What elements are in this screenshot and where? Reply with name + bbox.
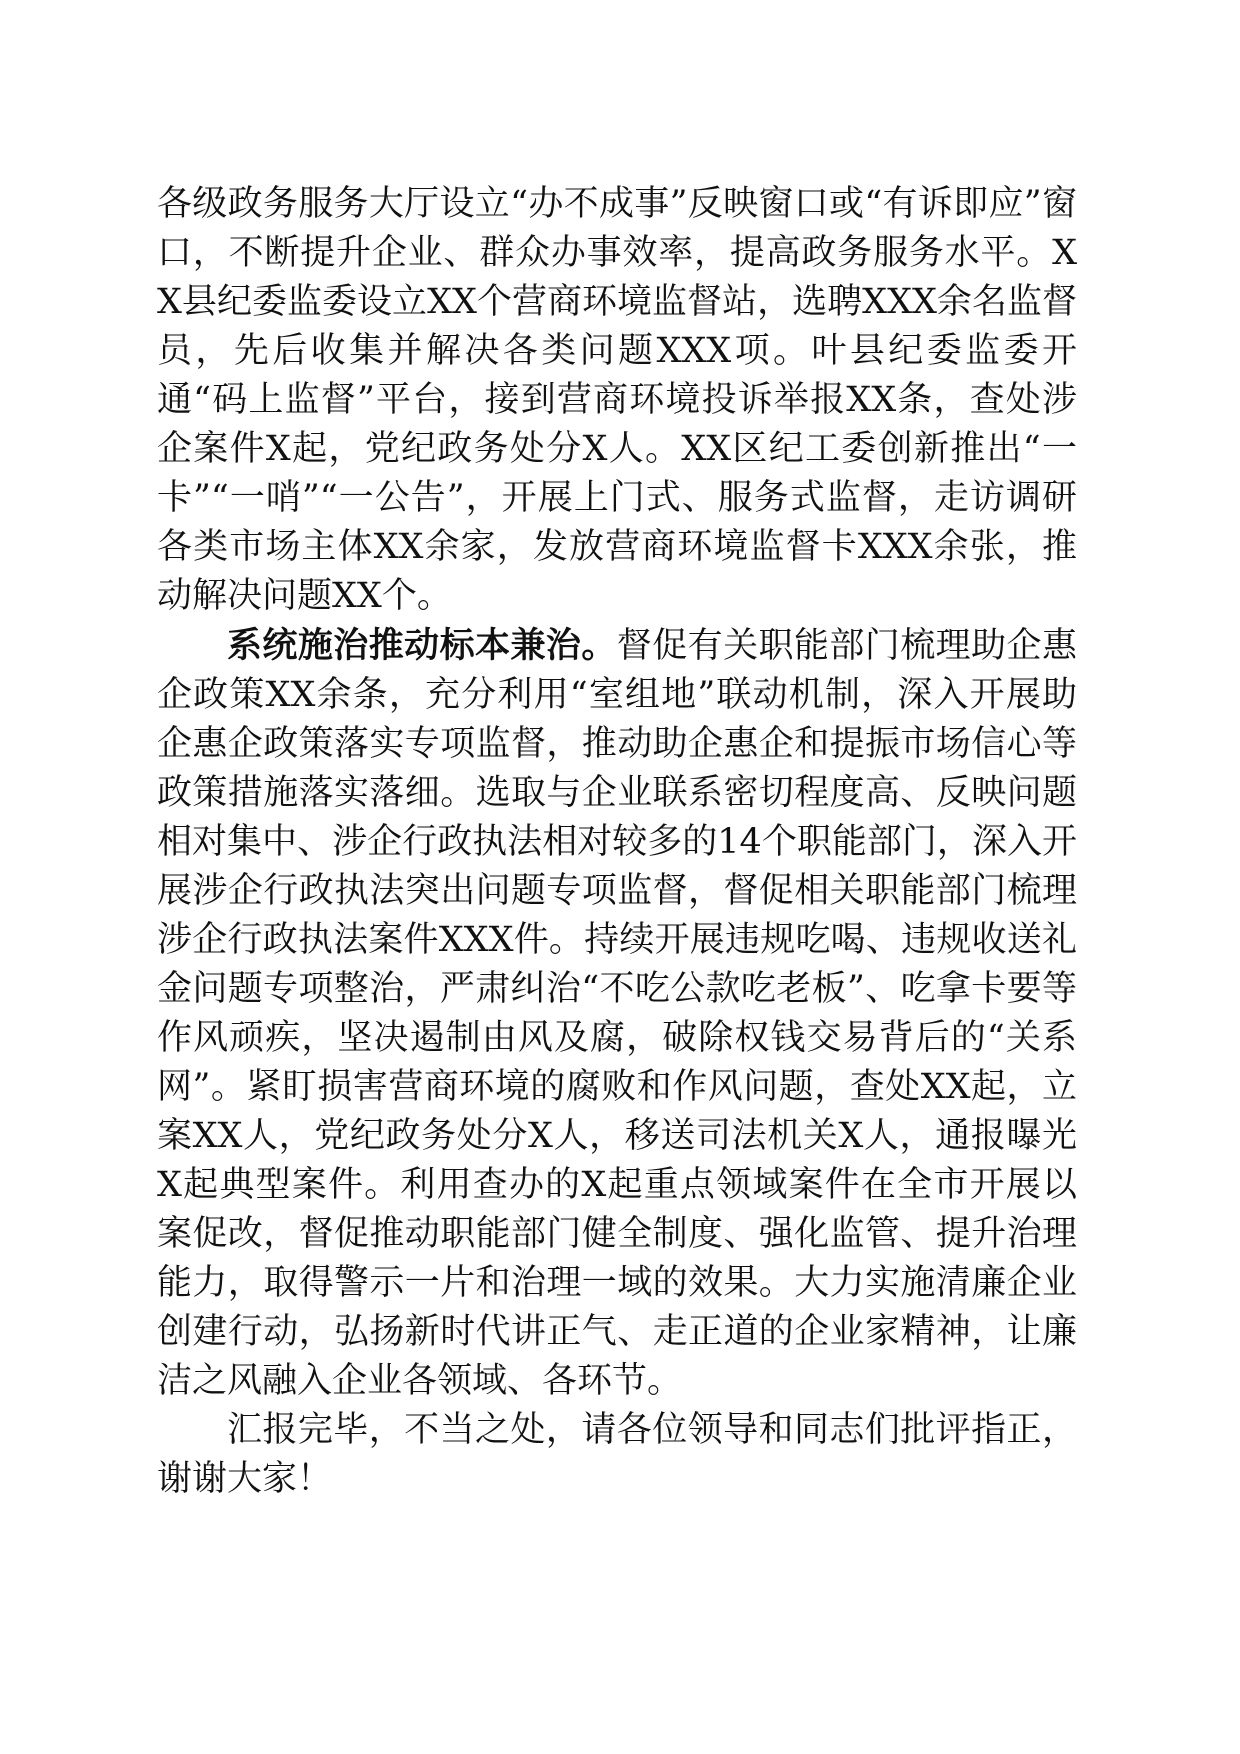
paragraph-lead-heading: 系统施治推动标本兼治。 [227, 625, 617, 666]
document-body [157, 180, 1077, 1504]
paragraph-systematic-governance [157, 621, 1077, 1406]
paragraph-text: 汇报完毕，不当之处，请各位领导和同志们批评指正，谢谢大家！ [157, 1410, 1077, 1499]
paragraph-text: 督促有关职能部门梳理助企惠企政策XX余条，充分利用“室组地”联动机制，深入开展助企惠企政策落实专项监督，推动助企惠企和提振市场信心等政策措施落实落细。选取与企业联系密切程度高、反映问题相对集中、涉企行政执法相对较多的14个职能部门，深入开展涉企行政执法突出问题专项监督，督促相关职能部门梳理涉企行政执法案件XXX件。持续开展违规吃喝、违规收送礼金问题专项整治，严肃纠治“不吃公款吃老板”、吃拿卡要等作风顽疾，坚决遏制由风及腐，破除权钱交易背后的“关系网”。紧盯损害营商环境的腐败和作风问题，查处XX起，立案XX人，党纪政务处分X人，移送司法机关X人，通报曝光X起典型案件。利用查办的X起重点领域案件在全市开展以案促改，督促推动职能部门健全制度、强化监管、提升治理能力，取得警示一片和治理一域的效果。大力实施清廉企业创建行动，弘扬新时代讲正气、走正道的企业家精神，让廉洁之风融入企业各领域、各环节。 [157, 626, 1077, 1401]
paragraph-text: 各级政务服务大厅设立“办不成事”反映窗口或“有诉即应”窗口，不断提升企业、群众办事效率，提高政务服务水平。XX县纪委监委设立XX个营商环境监督站，选聘XXX余名监督员，先后收集并解决各类问题XXX项。叶县纪委监委开通“码上监督”平台，接到营商环境投诉举报XX条，查处涉企案件X起，党纪政务处分X人。XX区纪工委创新推出“一卡”“一哨”“一公告”，开展上门式、服务式监督，走访调研各类市场主体XX余家，发放营商环境监督卡XXX余张，推动解决问题XX个。 [157, 184, 1077, 616]
paragraph-closing-remarks [157, 1406, 1077, 1504]
paragraph-continuation [157, 180, 1077, 621]
